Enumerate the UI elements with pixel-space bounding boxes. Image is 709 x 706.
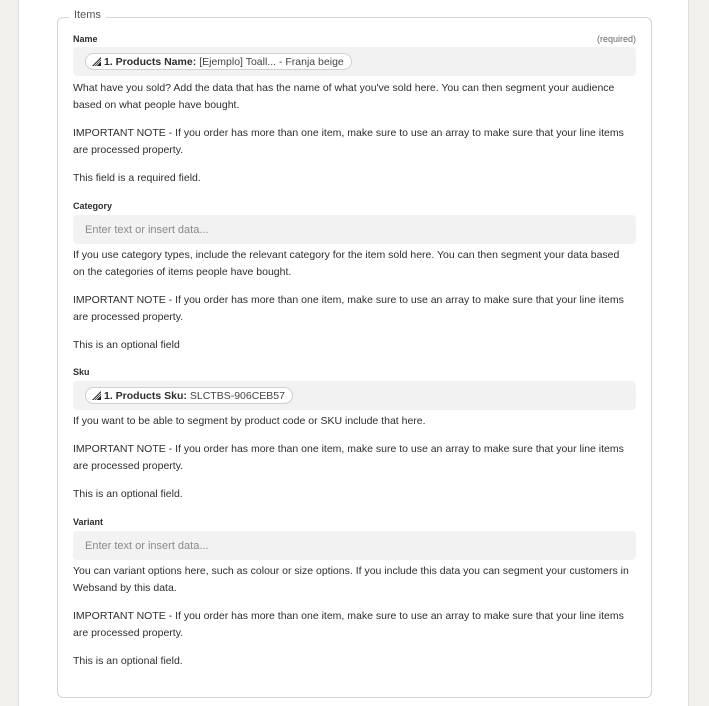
- variant-important-note: IMPORTANT NOTE - If you order has more than one item, make sure to use an array to make sure that your line items are processed property.: [73, 610, 624, 639]
- items-fieldset: [57, 9, 652, 698]
- sku-help-text: If you want to be able to segment by product code or SKU include that here.: [73, 415, 426, 427]
- variant-label: Variant: [73, 517, 104, 527]
- required-indicator: (required): [596, 34, 636, 44]
- variant-help-text: You can variant options here, such as colour or size options. If you include this data you can segment your customers in Websand by this data.: [73, 565, 629, 594]
- sku-optional-note: This is an optional field.: [73, 488, 183, 500]
- sku-data-pill[interactable]: [85, 387, 293, 404]
- category-label: Category: [73, 201, 113, 211]
- category-help-text: If you use category types, include the relevant category for the item sold here. You can then segment your data based on the categories of items people have bought.: [73, 249, 620, 278]
- variant-placeholder: Enter text or insert data...: [85, 539, 209, 552]
- name-required-note: This field is a required field.: [73, 172, 201, 184]
- pill-value: SLCTBS-906CEB57: [189, 389, 285, 402]
- category-placeholder: Enter text or insert data...: [85, 223, 209, 236]
- form-panel: [18, 0, 689, 706]
- pill-label: 1. Products Sku:: [104, 389, 187, 402]
- fieldset-legend: Items: [69, 9, 106, 21]
- category-important-note: IMPORTANT NOTE - If you order has more than one item, make sure to use an array to make sure that your line items are processed property.: [73, 294, 624, 323]
- category-input[interactable]: [73, 215, 636, 244]
- name-important-note: IMPORTANT NOTE - If you order has more than one item, make sure to use an array to make sure that your line items are processed property.: [73, 127, 624, 156]
- variant-optional-note: This is an optional field.: [73, 655, 183, 667]
- name-data-pill[interactable]: [85, 53, 352, 70]
- name-label: Name: [73, 34, 98, 44]
- category-optional-note: This is an optional field: [73, 339, 180, 351]
- name-input[interactable]: [73, 47, 636, 76]
- app-icon: [91, 56, 102, 67]
- name-help-text: What have you sold? Add the data that has the name of what you've sold here. You can then segment your audience based on what people have bought.: [73, 82, 615, 111]
- app-icon: [91, 390, 102, 401]
- sku-label: Sku: [73, 367, 90, 377]
- variant-input[interactable]: [73, 531, 636, 560]
- sku-input[interactable]: [73, 381, 636, 410]
- sku-important-note: IMPORTANT NOTE - If you order has more than one item, make sure to use an array to make sure that your line items are processed property.: [73, 443, 624, 472]
- pill-label: 1. Products Name:: [104, 55, 197, 68]
- pill-value: [Ejemplo] Toall... - Franja beige: [199, 55, 344, 68]
